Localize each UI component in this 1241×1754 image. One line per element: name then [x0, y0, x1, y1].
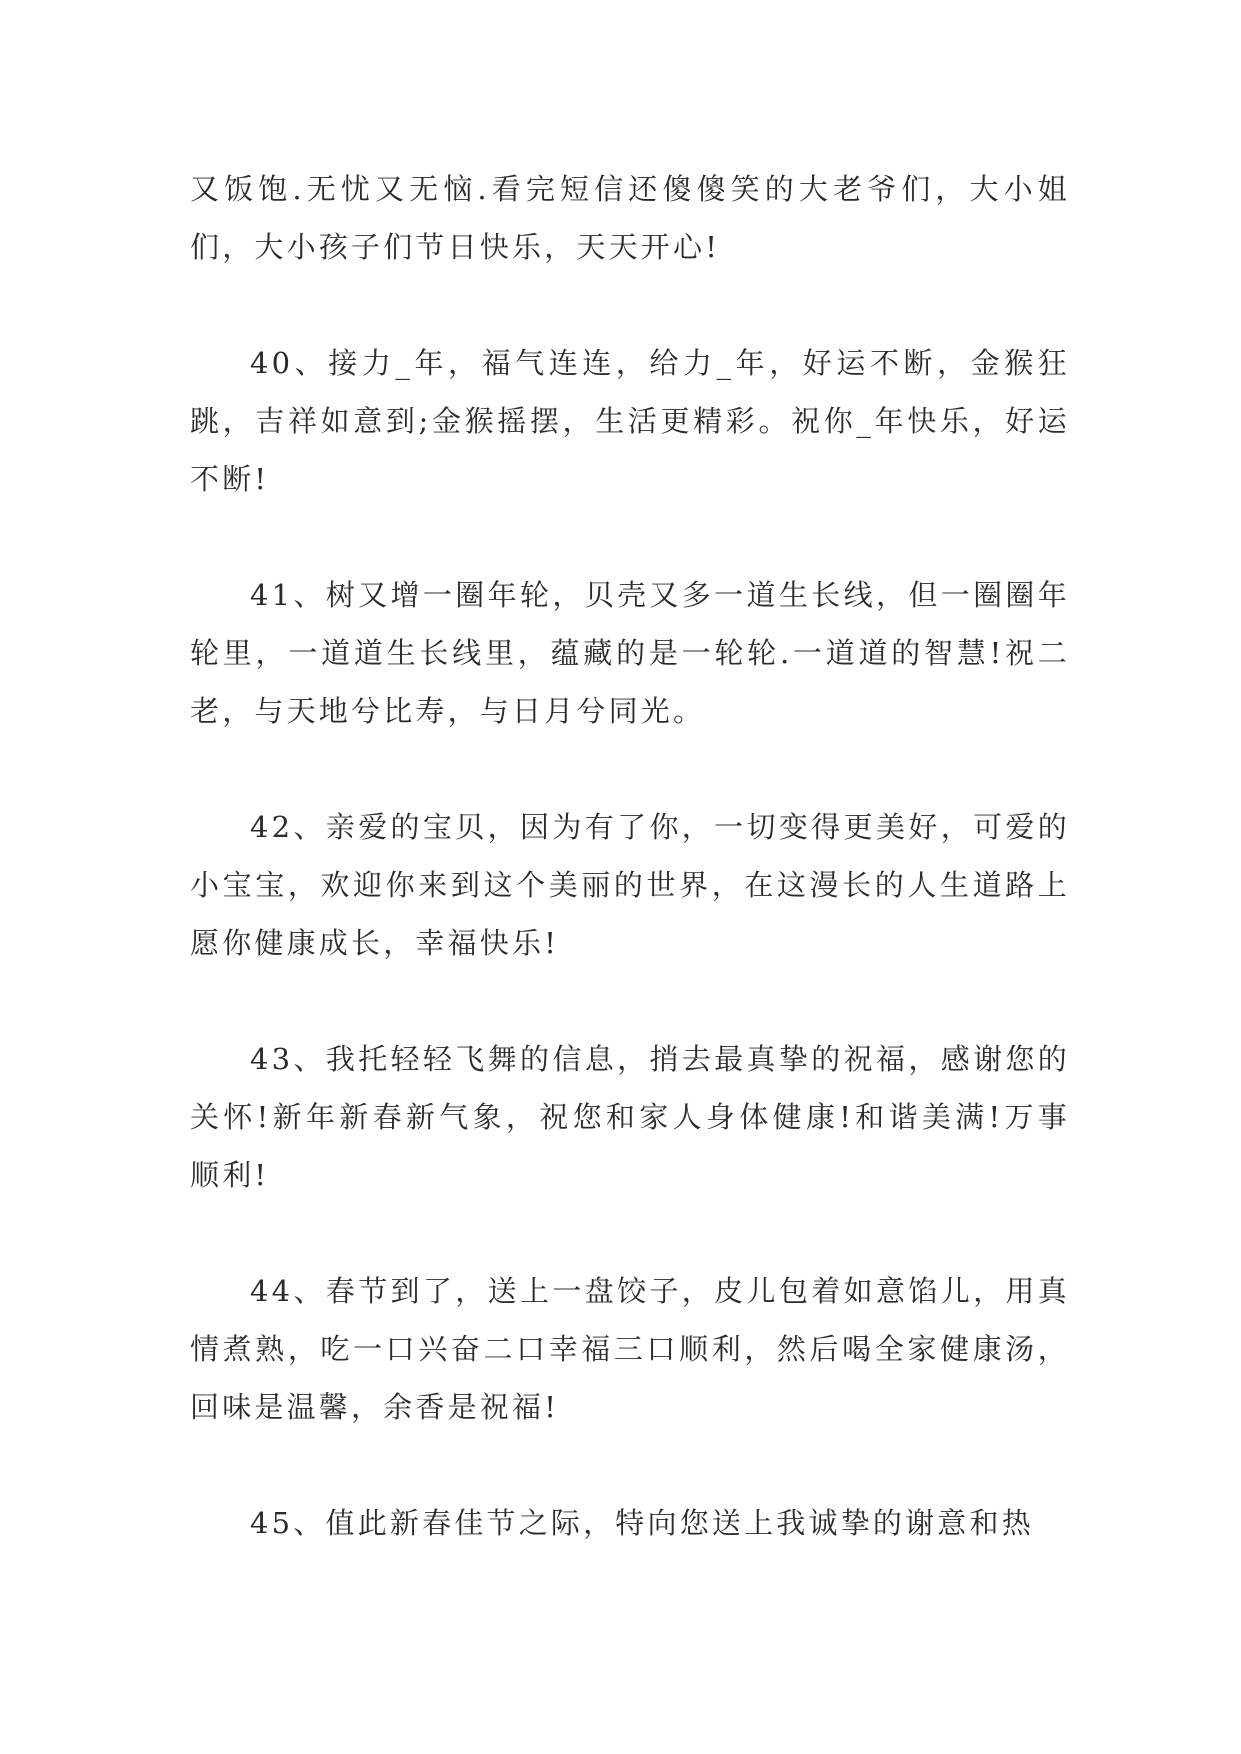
paragraph-42: 42、亲爱的宝贝，因为有了你，一切变得更美好，可爱的小宝宝，欢迎你来到这个美丽的世界，在这漫长的人生道路上愿你健康成长，幸福快乐!: [190, 810, 1070, 960]
paragraph-43: 43、我托轻轻飞舞的信息，捎去最真挚的祝福，感谢您的关怀!新年新春新气象，祝您和家人身体健康!和谐美满!万事顺利!: [190, 1042, 1070, 1192]
document-body: [190, 160, 1070, 1610]
paragraph-continuation: 又饭饱.无忧又无恼.看完短信还傻傻笑的大老爷们，大小姐们，大小孩子们节日快乐，天天开心!: [190, 172, 1070, 264]
paragraph-41: 41、树又增一圈年轮，贝壳又多一道生长线，但一圈圈年轮里，一道道生长线里，蕴藏的是一轮轮.一道道的智慧!祝二老，与天地兮比寿，与日月兮同光。: [190, 578, 1070, 728]
paragraph-45: 45、值此新春佳节之际，特向您送上我诚挚的谢意和热: [250, 1506, 1034, 1540]
paragraph-44: 44、春节到了，送上一盘饺子，皮儿包着如意馅儿，用真情煮熟，吃一口兴奋二口幸福三口顺利，然后喝全家健康汤，回味是温馨，余香是祝福!: [190, 1274, 1070, 1424]
paragraph-40: 40、接力_年，福气连连，给力_年，好运不断，金猴狂跳，吉祥如意到;金猴摇摆，生活更精彩。祝你_年快乐，好运不断!: [190, 346, 1070, 496]
